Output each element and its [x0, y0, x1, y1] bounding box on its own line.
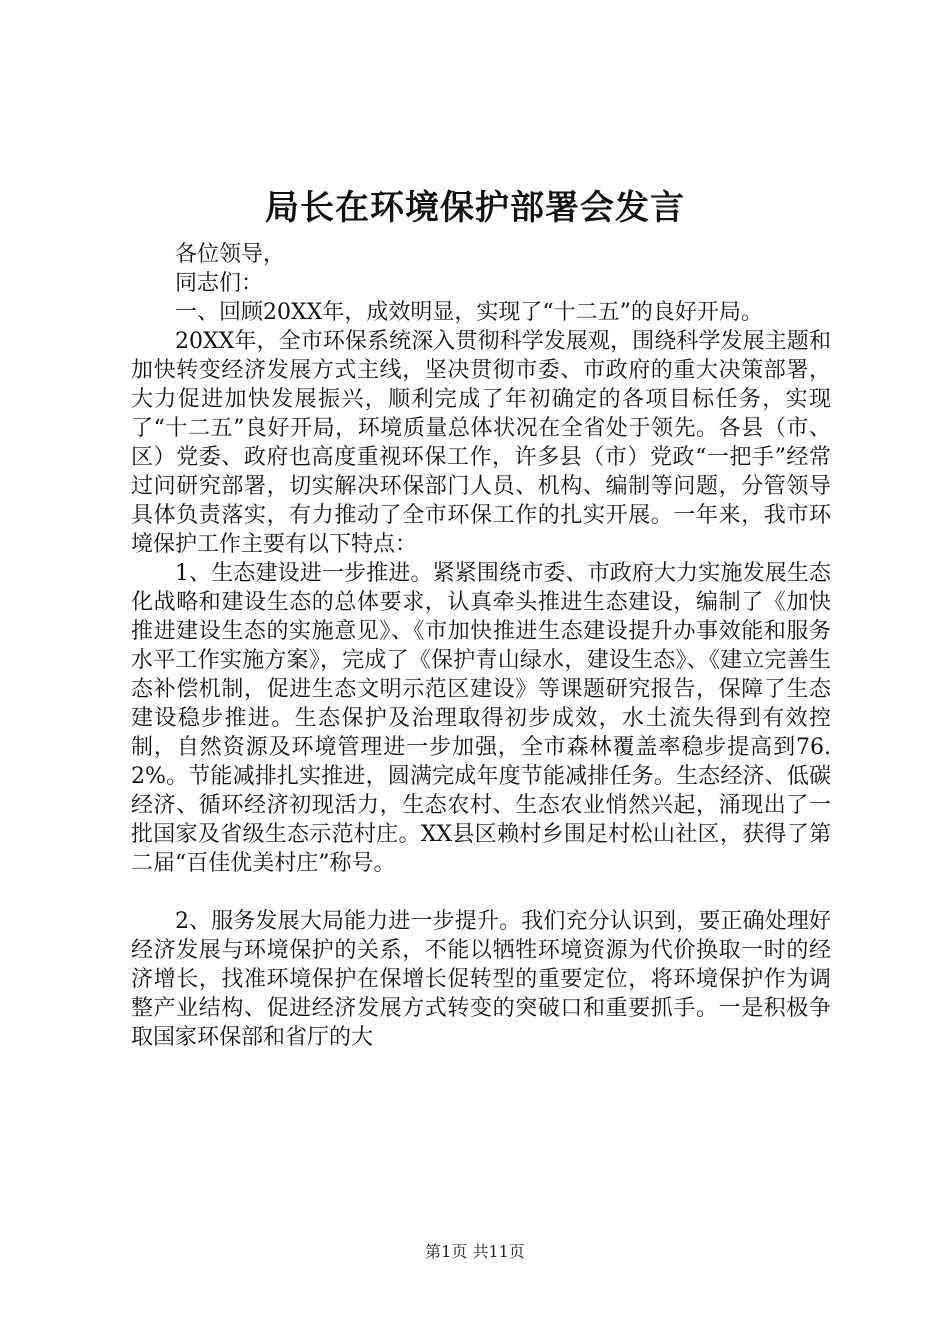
paragraph-service: 2、服务发展大局能力进一步提升。我们充分认识到，要正确处理好经济发展与环境保护的关系，不能以牺牲环境资源为代价换取一时的经济增长，找准环境保护在保增长促转型的重要定位，将环境保护作为调整产业结构、促进经济发展方式转变的突破口和重要抓手。一是积极争取国家环保部和省厅的大	[131, 909, 831, 1050]
paragraph-ecology: 1、生态建设进一步推进。紧紧围绕市委、市政府大力实施发展生态化战略和建设生态的总体要求，认真牵头推进生态建设，编制了《加快推进建设生态的实施意见》、《市加快推进生态建设提升办事效能和服务水平工作实施方案》，完成了《保护青山绿水，建设生态》、《建立完善生态补偿机制，促进生态文明示范区建设》等课题研究报告，保障了生态建设稳步推进。生态保护及治理取得初步成效，水土流失得到有效控制，自然资源及环境管理进一步加强，全市森林覆盖率稳步提高到76.2%。节能减排扎实推进，圆满完成年度节能减排任务。生态经济、低碳经济、循环经济初现活力，生态农村、生态农业悄然兴起，涌现出了一批国家及省级生态示范村庄。XX县区赖村乡围足村松山社区，获得了第二届“百佳优美村庄”称号。	[131, 561, 831, 876]
document-body	[131, 240, 831, 1052]
page-number: 第1页 共11页	[425, 1242, 525, 1261]
section-heading-review: 一、回顾20XX年，成效明显，实现了“十二五”的良好开局。	[175, 300, 763, 325]
document-title: 局长在环境保护部署会发言	[265, 188, 685, 228]
salutation-comrades: 同志们：	[175, 271, 264, 296]
paragraph-overview: 20XX年，全市环保系统深入贯彻科学发展观，围绕科学发展主题和加快转变经济发展方式主线，坚决贯彻市委、市政府的重大决策部署，大力促进加快发展振兴，顺利完成了年初确定的各项目标任务，实现了“十二五”良好开局，环境质量总体状况在全省处于领先。各县（市、区）党委、政府也高度重视环保工作，许多县（市）党政“一把手”经常过问研究部署，切实解决环保部门人员、机构、编制等问题，分管领导具体负责落实，有力推动了全市环保工作的扎实开展。一年来，我市环境保护工作主要有以下特点：	[131, 329, 831, 557]
salutation-leaders: 各位领导，	[175, 242, 286, 267]
